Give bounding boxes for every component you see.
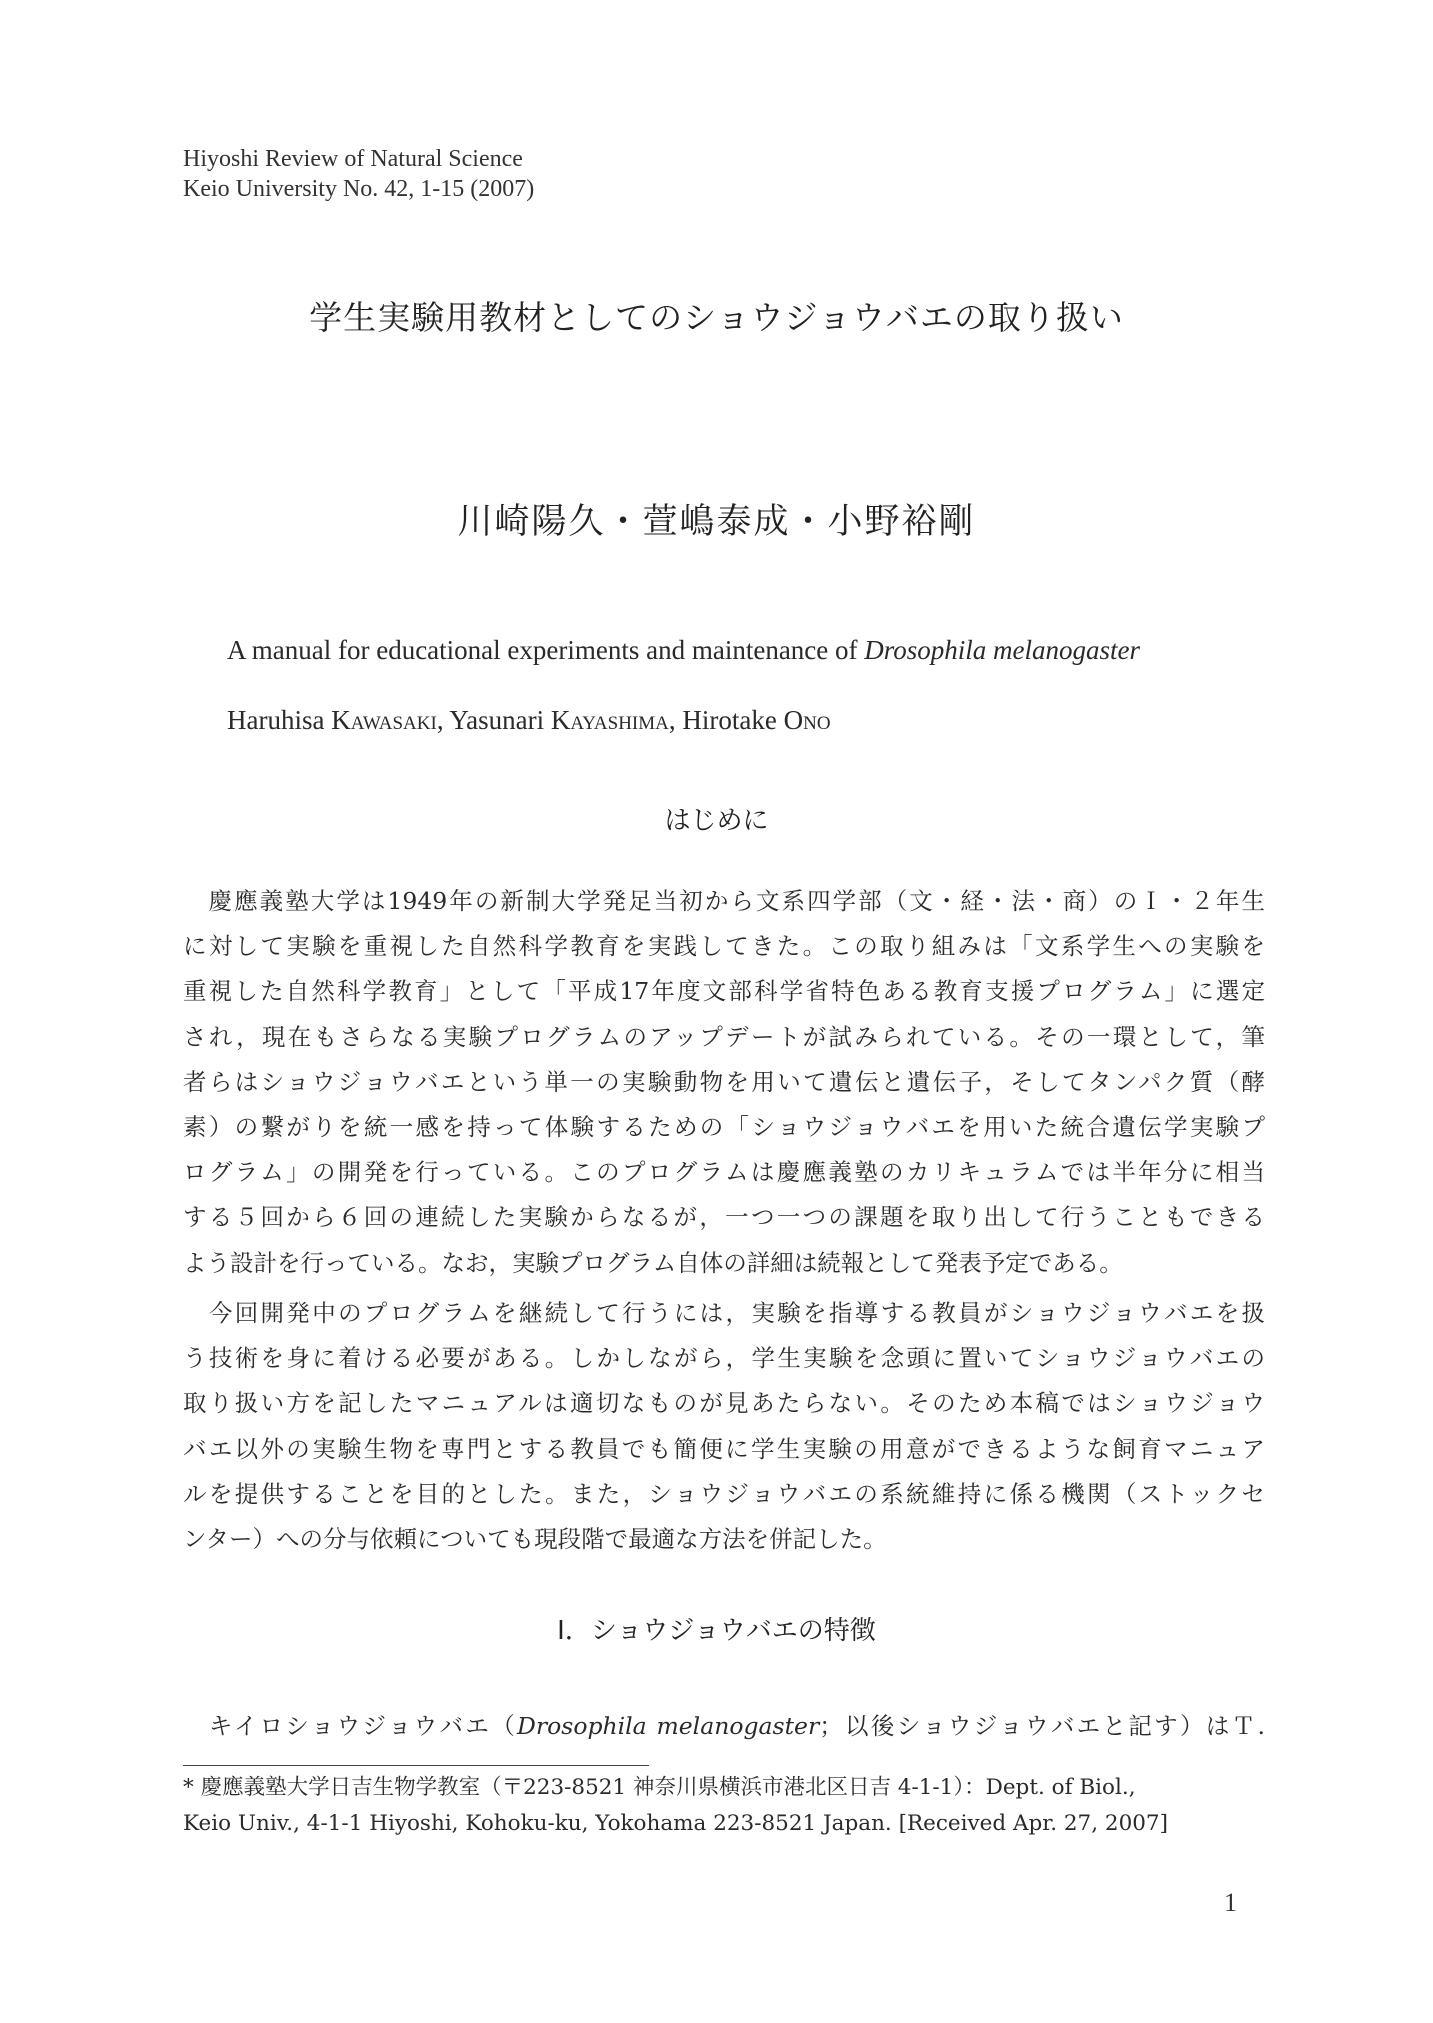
footnote-line: Keio Univ., 4-1-1 Hiyoshi, Kohoku-ku, Yokohama 223-8521 Japan. [Received Apr. 27, 2007] (183, 1811, 1168, 1836)
section-1-heading: Ⅰ．ショウジョウバエの特徴 (557, 1616, 876, 1646)
text-line: ログラム」の開発を行っている。このプログラムは慶應義塾のカリキュラムでは半年分に相当 (183, 1158, 1265, 1187)
text-line: 慶應義塾大学は1949年の新制大学発足当初から文系四学部（文・経・法・商）のＩ・２年生 (183, 887, 1265, 915)
author-given-name: Haruhisa (227, 705, 332, 735)
text-line: ルを提供することを目的とした。また，ショウジョウバエの系統維持に係る機関（ストックセ (183, 1479, 1265, 1508)
footnote (183, 1770, 1265, 1842)
authors-english (227, 705, 831, 736)
footnote-line: * 慶應義塾大学日吉生物学教室（〒223-8521 神奈川県横浜市港北区日吉 4-1-1）：Dept. of Biol., (183, 1775, 1136, 1800)
text-line: バエ以外の実験生物を専門とする教員でも簡便に学生実験の用意ができるような飼育マニュア (183, 1434, 1265, 1463)
text-line: 者らはショウジョウバエという単一の実験動物を用いて遺伝と遺伝子，そしてタンパク質（酵 (183, 1067, 1265, 1096)
text-line: 取り扱い方を記したマニュアルは適切なものが見あたらない。そのため本稿ではショウジョウ (183, 1389, 1265, 1418)
text-line: 今回開発中のプログラムを継続して行うには，実験を指導する教員がショウジョウバエを扱 (183, 1299, 1265, 1327)
intro-heading: はじめに (664, 806, 769, 836)
author-family-name: Ono (783, 705, 831, 735)
journal-volume: Keio University No. 42, 1-15 (2007) (183, 176, 535, 202)
footnote-divider (183, 1765, 649, 1766)
text-line: 素）の繋がりを統一感を持って体験するための「ショウジョウバエを用いた統合遺伝学実験プ (183, 1113, 1265, 1142)
author-given-name: Hirotake (682, 705, 784, 735)
article-title-english (227, 635, 1140, 666)
page-number: 1 (1224, 1888, 1237, 1917)
intro-paragraph-1 (183, 879, 1265, 1286)
article-title-japanese: 学生実験用教材としてのショウジョウバエの取り扱い (309, 298, 1124, 337)
author-family-name: Kayashima (550, 705, 669, 735)
section-1-line-end: ；以後ショウジョウバエと記す）はＴ. (819, 1712, 1265, 1740)
text-line (183, 1704, 1265, 1749)
text-line: 重視した自然科学教育」として「平成17年度文部科学省特色ある教育支援プログラム」に選定 (183, 977, 1265, 1006)
authors-japanese: 川崎陽久・萱嶋泰成・小野裕剛 (457, 502, 976, 542)
title-en-species: Drosophila melanogaster (864, 635, 1141, 665)
journal-name: Hiyoshi Review of Natural Science (183, 146, 523, 172)
author-separator: , (436, 705, 450, 735)
text-line: に対して実験を重視した自然科学教育を実践してきた。この取り組みは「文系学生への実験を (183, 932, 1265, 961)
species-name: Drosophila melanogaster (517, 1712, 820, 1740)
author-separator: , (668, 705, 683, 735)
journal-citation (183, 144, 534, 204)
intro-paragraph-2 (183, 1291, 1265, 1562)
title-en-prefix: A manual for educational experiments and maintenance of (227, 635, 865, 665)
author-family-name: Kawasaki (331, 705, 437, 735)
section-1-paragraph (183, 1704, 1265, 1749)
text-line: よう設計を行っている。なお，実験プログラム自体の詳細は続報として発表予定である。 (183, 1248, 1123, 1277)
text-line: する５回から６回の連続した実験からなるが，一つ一つの課題を取り出して行うこともできる (183, 1203, 1265, 1232)
text-line: され，現在もさらなる実験プログラムのアップデートが試みられている。その一環として，筆 (183, 1022, 1265, 1051)
text-line: う技術を身に着ける必要がある。しかしながら，学生実験を念頭に置いてショウジョウバエの (183, 1344, 1265, 1373)
author-given-name: Yasunari (449, 705, 551, 735)
text-line: ンター）への分与依頼についても現段階で最適な方法を併記した。 (183, 1525, 887, 1554)
section-1-line-start: キイロショウジョウバエ（ (183, 1712, 518, 1740)
